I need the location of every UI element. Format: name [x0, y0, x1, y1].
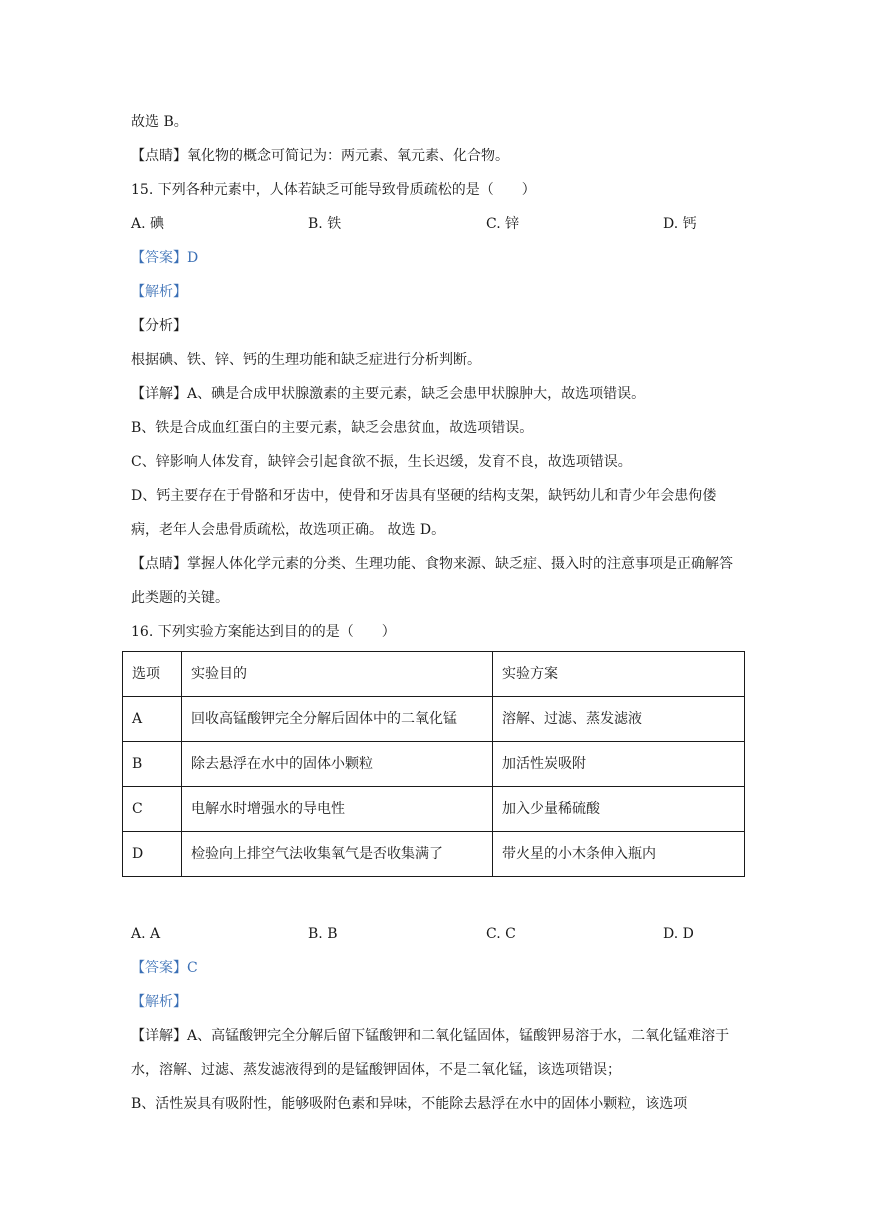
table-row — [123, 697, 745, 742]
table-cell: 带火星的小木条伸入瓶内 — [493, 832, 745, 877]
table-cell: 检验向上排空气法收集氧气是否收集满了 — [182, 832, 493, 877]
table-cell: B — [123, 742, 182, 787]
q15-jiexi-label: 【解析】 — [131, 284, 187, 300]
q15-analysis: 根据碘、铁、锌、钙的生理功能和缺乏症进行分析判断。 — [131, 352, 481, 368]
q16-option-a: A. A — [131, 926, 161, 942]
question-15: 15. 下列各种元素中，人体若缺乏可能导致骨质疏松的是（ ） — [131, 182, 536, 198]
q15-detail-d: D、钙主要存在于骨骼和牙齿中，使骨和牙齿具有坚硬的结构支架，缺钙幼儿和青少年会患佝偻病，老年人会患骨质疏松，故选项正确。 故选 D。 — [131, 488, 717, 538]
q15-detail-b: B、铁是合成血红蛋白的主要元素，缺乏会患贫血，故选项错误。 — [131, 420, 534, 436]
conclusion-line: 故选 B。 — [131, 114, 188, 130]
q16-option-c: C. C — [486, 926, 516, 942]
q15-option-b: B. 铁 — [308, 216, 342, 232]
table-cell: C — [123, 787, 182, 832]
q15-option-a: A. 碘 — [131, 216, 165, 232]
table-row — [123, 787, 745, 832]
q15-tip: 【点睛】掌握人体化学元素的分类、生理功能、食物来源、缺乏症、摄入时的注意事项是正确解答此类题的关键。 — [131, 556, 733, 606]
table-cell: 回收高锰酸钾完全分解后固体中的二氧化锰 — [182, 697, 493, 742]
experiment-table — [122, 651, 745, 877]
q15-answer: 【答案】D — [131, 250, 199, 266]
table-header-cell: 实验方案 — [493, 652, 745, 697]
q16-detail-b: B、活性炭具有吸附性，能够吸附色素和异味，不能除去悬浮在水中的固体小颗粒，该选项 — [131, 1096, 688, 1112]
table-header-row — [123, 652, 745, 697]
table-cell: 加活性炭吸附 — [493, 742, 745, 787]
q16-option-d: D. D — [663, 926, 694, 942]
table-header-cell: 选项 — [123, 652, 182, 697]
q16-option-b: B. B — [308, 926, 338, 942]
table-cell: 除去悬浮在水中的固体小颗粒 — [182, 742, 493, 787]
table-header-cell: 实验目的 — [182, 652, 493, 697]
q15-detail-a: 【详解】A、碘是合成甲状腺激素的主要元素，缺乏会患甲状腺肿大，故选项错误。 — [131, 386, 646, 402]
q16-detail-a: 【详解】A、高锰酸钾完全分解后留下锰酸钾和二氧化锰固体，锰酸钾易溶于水，二氧化锰难溶于水，溶解、过滤、蒸发滤液得到的是锰酸钾固体，不是二氧化锰，该选项错误； — [131, 1028, 730, 1078]
q15-option-c: C. 锌 — [486, 216, 520, 232]
q15-detail-c: C、锌影响人体发育，缺锌会引起食欲不振，生长迟缓，发育不良，故选项错误。 — [131, 454, 632, 470]
table-cell: A — [123, 697, 182, 742]
table-cell: 加入少量稀硫酸 — [493, 787, 745, 832]
q16-jiexi-label: 【解析】 — [131, 994, 187, 1010]
q15-option-d: D. 钙 — [663, 216, 697, 232]
table-row — [123, 832, 745, 877]
table-cell: 溶解、过滤、蒸发滤液 — [493, 697, 745, 742]
tip-line: 【点睛】氧化物的概念可简记为：两元素、氧元素、化合物。 — [131, 148, 509, 164]
question-16: 16. 下列实验方案能达到目的的是（ ） — [131, 624, 396, 640]
q16-answer: 【答案】C — [131, 960, 198, 976]
q15-fenxi-label: 【分析】 — [131, 318, 187, 334]
table-row — [123, 742, 745, 787]
table-cell: D — [123, 832, 182, 877]
table-cell: 电解水时增强水的导电性 — [182, 787, 493, 832]
